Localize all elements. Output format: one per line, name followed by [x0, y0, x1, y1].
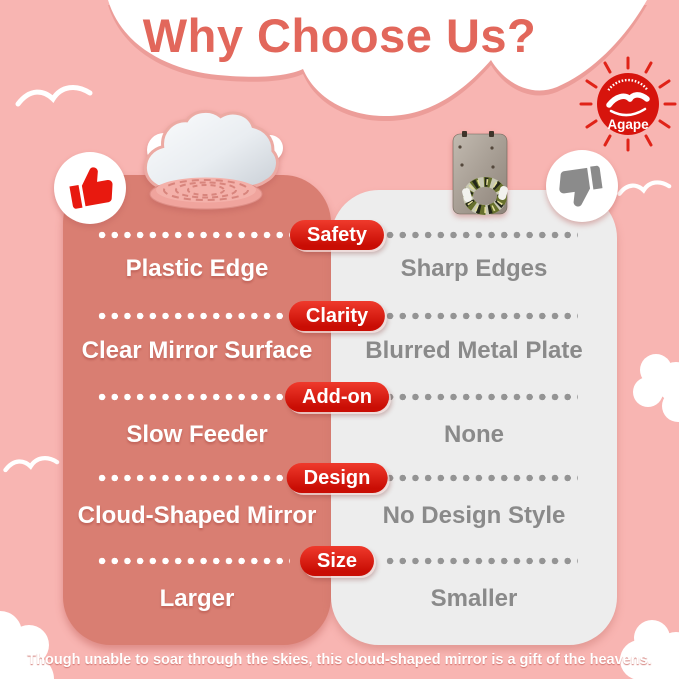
category-pill: Add-on: [285, 382, 389, 412]
our-feature-value: Slow Feeder: [126, 421, 268, 448]
dotted-divider: [98, 312, 290, 320]
dotted-divider: [98, 474, 290, 482]
our-product-card: [63, 175, 331, 645]
dotted-divider: [98, 231, 290, 239]
bird-icon: [618, 176, 672, 202]
thumbs-down-icon: [543, 147, 621, 225]
category-pill: Size: [300, 546, 374, 576]
page-title: Why Choose Us?: [142, 9, 537, 62]
dotted-divider: [386, 312, 578, 320]
cloud-mirror-product-image: [136, 110, 301, 210]
our-feature-value: Larger: [159, 585, 235, 612]
dotted-divider: [386, 231, 578, 239]
dotted-divider: [386, 557, 578, 565]
competitor-feature-value: Sharp Edges: [400, 255, 548, 282]
agape-brand-badge: [572, 48, 679, 160]
our-feature-value: Cloud-Shaped Mirror: [77, 502, 317, 529]
dotted-divider: [98, 393, 290, 401]
thumbs-up-icon: [51, 149, 129, 227]
dotted-divider: [98, 557, 290, 565]
badge-label: Agape: [607, 117, 649, 132]
competitor-feature-value: Smaller: [430, 585, 518, 612]
category-pill: Design: [287, 463, 388, 493]
tagline: Though unable to soar through the skies, this cloud-shaped mirror is a gift of the heavens.: [27, 652, 652, 668]
cloud-decoration: [626, 348, 679, 418]
competitor-feature-value: No Design Style: [382, 502, 566, 529]
competitor-feature-value: None: [444, 421, 504, 448]
category-pill: Clarity: [289, 301, 385, 331]
cloud-decoration: [610, 610, 679, 679]
metal-plate-product-image: [438, 118, 530, 222]
our-feature-value: Clear Mirror Surface: [81, 337, 313, 364]
dotted-divider: [386, 474, 578, 482]
category-pill: Safety: [290, 220, 384, 250]
bird-icon: [16, 80, 94, 114]
our-feature-value: Plastic Edge: [125, 255, 269, 282]
dotted-divider: [386, 393, 578, 401]
bird-icon: [4, 450, 60, 480]
competitor-feature-value: Blurred Metal Plate: [365, 337, 583, 364]
